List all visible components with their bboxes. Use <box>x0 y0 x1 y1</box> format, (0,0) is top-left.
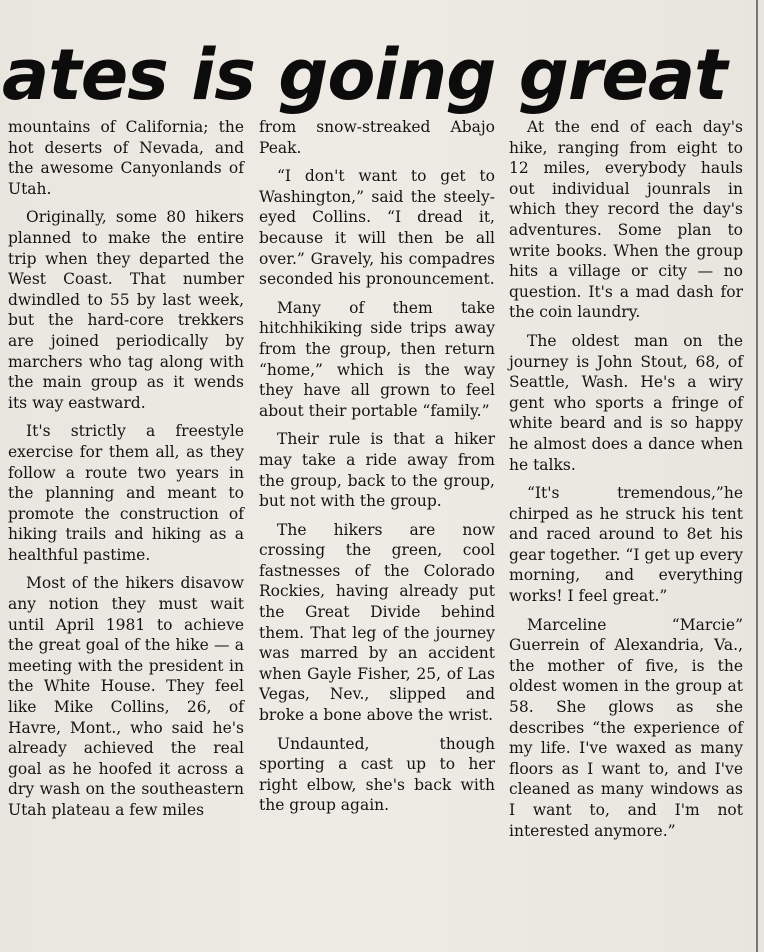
paragraph: At the end of each day's hike, ranging from eight to 12 miles, everybody hauls out individual jounrals in which they record the day's adventures. Some plan to write books. When the group hits a village or city — no question. It's a mad dash for the coin laundry. <box>509 118 743 322</box>
clipping-edge <box>756 0 758 952</box>
paragraph: It's strictly a freestyle exercise for them all, as they follow a route two years in the planning and meant to promote the construction of hiking trails and hiking as a healthful pastime. <box>8 422 244 564</box>
paragraph: “I don't want to get to Washington,” said the steely-eyed Collins. “I dread it, because it will then be all over.” Gravely, his compadres seconded his pronouncement. <box>259 167 495 289</box>
paragraph: The oldest man on the journey is John Stout, 68, of Seattle, Wash. He's a wiry gent who sports a fringe of white beard and is so happy he almost does a dance when he talks. <box>509 331 743 474</box>
paragraph: mountains of California; the hot deserts of Nevada, and the awesome Canyonlands of Utah. <box>8 118 244 198</box>
paragraph: The hikers are now crossing the green, cool fastnesses of the Colorado Rockies, having already put the Great Divide behind them. That leg of the journey was marred by an accident when Gayle Fisher, 25, of Las Vegas, Nev., slipped and broke a bone above the wrist. <box>259 520 495 725</box>
paragraph: from snow-streaked Abajo Peak. <box>259 118 495 157</box>
paragraph: Undaunted, though sporting a cast up to her right elbow, she's back with the group again. <box>259 734 495 815</box>
paragraph: Marceline “Marcie” Guerrein of Alexandria, Va., the mother of five, is the oldest women in the group at 58. She glows as she describes “the experience of my life. I've waxed as many floors as I want to, and I've cleaned as many windows as I want to, and I'm not interested anymore.” <box>509 615 743 840</box>
paragraph: “It's tremendous,”he chirped as he struck his tent and raced around to 8et his gear together. “I get up every morning, and everything works! I feel great.” <box>509 484 743 606</box>
paragraph: Most of the hikers disavow any notion they must wait until April 1981 to achieve the great goal of the hike — a meeting with the president in the White House. They feel like Mike Collins, 26, of Havre, Mont., who said he's already achieved the real goal as he hoofed it across a dry wash on the southeastern Utah plateau a few miles <box>8 574 244 819</box>
paragraph: Many of them take hitchhikiking side trips away from the group, then return “home,” which is the way they have all grown to feel about their portable “family.” <box>259 298 495 420</box>
article-column-2 <box>259 117 495 824</box>
article-column-3 <box>509 117 743 849</box>
article-column-1 <box>8 117 244 829</box>
headline: ates is going great <box>2 34 727 116</box>
paragraph: Originally, some 80 hikers planned to make the entire trip when they departed the West Coast. That number dwindled to 55 by last week, but the hard-core trekkers are joined periodically by marchers who tag along with the main group as it wends its way eastward. <box>8 208 244 412</box>
paragraph: Their rule is that a hiker may take a ride away from the group, back to the group, but not with the group. <box>259 430 495 511</box>
